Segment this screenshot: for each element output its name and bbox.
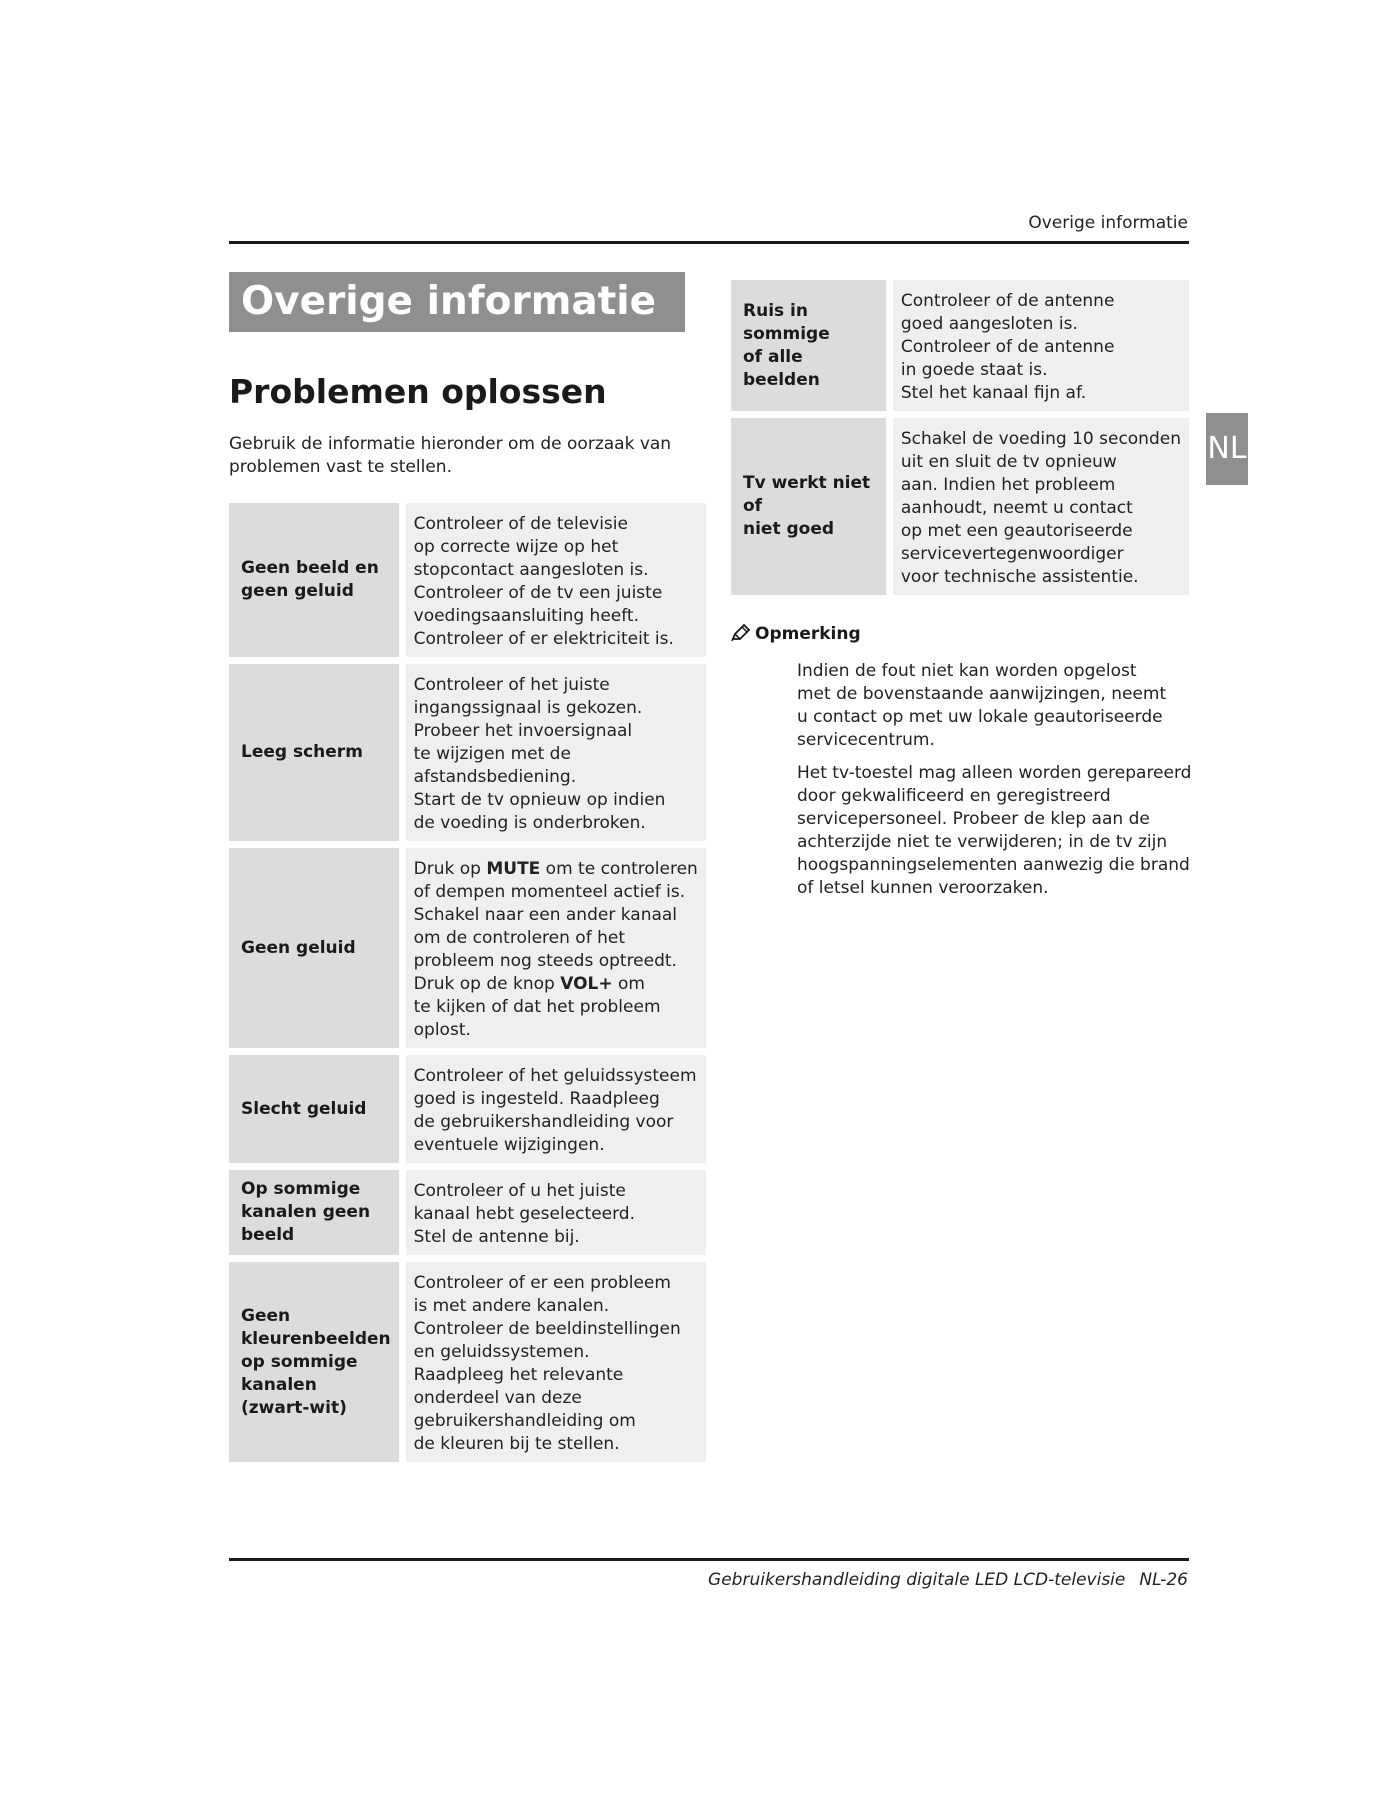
problem-line: kanalen geen — [241, 1202, 371, 1222]
solution-text: de kleuren bij te stellen. — [413, 1434, 620, 1454]
intro-text — [229, 433, 679, 479]
problem-cell — [229, 1170, 406, 1255]
solution-line — [414, 1341, 698, 1364]
solution-text: Controleer of de antenne — [900, 291, 1115, 311]
solution-text: Controleer of het juiste — [413, 675, 610, 695]
table-row — [229, 664, 706, 841]
problem-cell — [229, 503, 406, 657]
table-row — [731, 418, 1189, 595]
solution-line — [901, 359, 1181, 382]
problem-line: Geen — [241, 1305, 291, 1326]
note-line: of letsel kunnen veroorzaken. — [797, 878, 1049, 898]
problem-line: Op sommige — [241, 1179, 361, 1199]
solution-text: Controleer of het geluidssysteem — [413, 1066, 697, 1086]
solution-line — [414, 674, 698, 697]
problem-line: of alle beelden — [743, 346, 820, 390]
solution-line — [414, 720, 698, 743]
solution-text: Controleer of de televisie — [413, 514, 628, 534]
problem-line: Geen geluid — [241, 937, 356, 958]
solution-text: Controleer de beeldinstellingen — [413, 1319, 681, 1339]
troubleshooting-table-left — [229, 496, 706, 1469]
solution-text: Controleer of de tv een juiste — [413, 583, 663, 603]
problem-cell — [229, 1055, 406, 1163]
problem-line: (zwart-wit) — [241, 1397, 347, 1418]
solution-line — [901, 520, 1181, 543]
troubleshooting-table-right — [731, 273, 1189, 602]
solution-cell — [406, 848, 706, 1048]
note-line: hoogspanningselementen aanwezig die brand — [797, 855, 1190, 875]
table-row — [229, 1262, 706, 1462]
key-label: VOL+ — [560, 974, 613, 994]
solution-text: Stel het kanaal fijn af. — [900, 383, 1087, 403]
table-row — [229, 503, 706, 657]
table-row — [229, 1055, 706, 1163]
solution-line — [414, 812, 698, 835]
problem-line: Tv werkt niet of — [743, 473, 871, 516]
note-body — [797, 660, 1192, 910]
solution-text: Controleer of u het juiste — [413, 1181, 626, 1201]
solution-line — [414, 1180, 698, 1203]
pencil-note-icon — [731, 624, 751, 642]
solution-text: Controleer of er elektriciteit is. — [413, 629, 674, 649]
note-line: achterzijde niet te verwijderen; in de tv zijn — [797, 832, 1168, 852]
note-heading-label: Opmerking — [755, 624, 861, 644]
intro-line: Gebruik de informatie hieronder om de oorzaak van — [229, 434, 672, 454]
note-line: servicecentrum. — [797, 730, 935, 750]
solution-text: Controleer of er een probleem — [413, 1273, 671, 1293]
solution-line — [901, 474, 1181, 497]
solution-line — [414, 628, 698, 651]
solution-text: te wijzigen met de — [413, 744, 571, 764]
solution-text: eventuele wijzigingen. — [413, 1135, 605, 1155]
solution-line — [414, 789, 698, 812]
solution-text: aanhoudt, neemt u contact — [900, 498, 1133, 518]
solution-line — [901, 497, 1181, 520]
note-line: u contact op met uw lokale geautoriseerde — [797, 707, 1163, 727]
solution-cell — [406, 1055, 706, 1163]
solution-text: voor technische assistentie. — [900, 567, 1139, 587]
solution-line — [414, 1410, 698, 1433]
table-row — [229, 1170, 706, 1255]
solution-text: uit en sluit de tv opnieuw — [900, 452, 1117, 472]
solution-line — [414, 766, 698, 789]
note-paragraph — [797, 660, 1189, 752]
problem-line: Geen beeld en — [241, 558, 379, 578]
solution-text: onderdeel van deze — [413, 1388, 582, 1408]
solution-line — [414, 1364, 698, 1387]
problem-cell — [229, 664, 406, 841]
solution-line — [414, 1019, 698, 1042]
solution-line — [901, 451, 1181, 474]
language-tab: NL — [1206, 413, 1248, 485]
solution-text: Druk op de knop — [413, 974, 561, 994]
solution-line — [414, 881, 698, 904]
problem-cell — [731, 418, 893, 595]
solution-text: te kijken of dat het probleem — [413, 997, 661, 1017]
solution-line — [414, 1134, 698, 1157]
solution-line — [414, 1065, 698, 1088]
solution-line — [901, 336, 1181, 359]
solution-text: stopcontact aangesloten is. — [413, 560, 649, 580]
solution-text: Raadpleeg het relevante — [413, 1365, 624, 1385]
solution-text: oplost. — [413, 1020, 471, 1040]
note-line: door gekwalificeerd en geregistreerd — [797, 786, 1111, 806]
solution-text: probleem nog steeds optreedt. — [413, 951, 677, 971]
section-heading: Problemen oplossen — [229, 372, 607, 411]
solution-line — [414, 927, 698, 950]
solution-text: Druk op — [413, 859, 487, 879]
note-paragraph — [797, 762, 1192, 900]
solution-text: en geluidssystemen. — [413, 1342, 590, 1362]
solution-line — [414, 1203, 698, 1226]
solution-text: Probeer het invoersignaal — [413, 721, 633, 741]
solution-text: aan. Indien het probleem — [900, 475, 1116, 495]
problem-line: Slecht geluid — [241, 1098, 367, 1119]
table-row — [229, 848, 706, 1048]
solution-text: goed is ingesteld. Raadpleeg — [413, 1089, 660, 1109]
solution-text: om te controleren — [540, 859, 698, 879]
running-footer — [708, 1570, 1188, 1590]
header-rule — [229, 241, 1189, 244]
solution-text: op met een geautoriseerde — [900, 521, 1133, 541]
solution-text: Schakel de voeding 10 seconden — [900, 429, 1181, 449]
solution-line — [414, 973, 698, 996]
solution-line — [414, 1088, 698, 1111]
solution-line — [414, 536, 698, 559]
footer-title: Gebruikershandleiding digitale LED LCD-televisie — [708, 1570, 1126, 1590]
solution-text: voedingsaansluiting heeft. — [413, 606, 639, 626]
solution-text: om de controleren of het — [413, 928, 625, 948]
solution-text: de voeding is onderbroken. — [413, 813, 646, 833]
chapter-banner: Overige informatie — [229, 272, 685, 332]
solution-line — [901, 382, 1181, 405]
solution-line — [901, 290, 1181, 313]
note-line: servicepersoneel. Probeer de klep aan de — [797, 809, 1150, 829]
solution-line — [414, 743, 698, 766]
running-header: Overige informatie — [1028, 213, 1188, 233]
solution-line — [414, 1226, 698, 1249]
solution-text: servicevertegenwoordiger — [900, 544, 1124, 564]
problem-line: geen geluid — [241, 581, 354, 601]
problem-line: Ruis in sommige — [743, 300, 830, 344]
solution-line — [414, 904, 698, 927]
solution-line — [414, 513, 698, 536]
footer-rule — [229, 1558, 1189, 1561]
solution-line — [901, 313, 1181, 336]
solution-line — [901, 543, 1181, 566]
problem-line: beeld — [241, 1225, 295, 1245]
problem-line: Leeg scherm — [241, 742, 363, 762]
solution-text: ingangssignaal is gekozen. — [413, 698, 643, 718]
problem-line: niet goed — [743, 519, 835, 539]
solution-line — [414, 605, 698, 628]
solution-text: de gebruikershandleiding voor — [413, 1112, 674, 1132]
solution-cell — [893, 280, 1189, 411]
solution-cell — [893, 418, 1189, 595]
solution-cell — [406, 503, 706, 657]
solution-text: is met andere kanalen. — [413, 1296, 610, 1316]
note-line: Indien de fout niet kan worden opgelost — [797, 661, 1137, 681]
intro-line: problemen vast te stellen. — [229, 457, 452, 477]
solution-line — [414, 996, 698, 1019]
solution-text: Start de tv opnieuw op indien — [413, 790, 666, 810]
solution-text: om — [612, 974, 645, 994]
solution-text: kanaal hebt geselecteerd. — [413, 1204, 635, 1224]
solution-line — [414, 559, 698, 582]
solution-line — [414, 950, 698, 973]
problem-line: kleurenbeelden — [241, 1328, 391, 1349]
table-row — [731, 280, 1189, 411]
solution-text: Controleer of de antenne — [900, 337, 1115, 357]
note-line: met de bovenstaande aanwijzingen, neemt — [797, 684, 1167, 704]
solution-line — [414, 1111, 698, 1134]
note-heading — [731, 624, 861, 644]
page-number: NL-26 — [1139, 1570, 1188, 1590]
solution-text: Stel de antenne bij. — [413, 1227, 580, 1247]
solution-text: gebruikershandleiding om — [413, 1411, 636, 1431]
solution-line — [414, 1387, 698, 1410]
problem-cell — [229, 1262, 406, 1462]
solution-line — [414, 1318, 698, 1341]
solution-text: in goede staat is. — [900, 360, 1048, 380]
solution-line — [414, 1272, 698, 1295]
solution-line — [414, 1433, 698, 1456]
solution-line — [414, 1295, 698, 1318]
problem-cell — [731, 280, 893, 411]
solution-line — [901, 566, 1181, 589]
problem-line: kanalen — [241, 1374, 317, 1395]
solution-text: of dempen momenteel actief is. — [413, 882, 686, 902]
key-label: MUTE — [486, 859, 541, 879]
solution-line — [414, 582, 698, 605]
solution-cell — [406, 664, 706, 841]
solution-line — [414, 858, 698, 881]
solution-text: Schakel naar een ander kanaal — [413, 905, 678, 925]
problem-line: op sommige — [241, 1351, 358, 1372]
solution-text: op correcte wijze op het — [413, 537, 619, 557]
solution-cell — [406, 1262, 706, 1462]
solution-text: afstandsbediening. — [413, 767, 577, 787]
solution-line — [901, 428, 1181, 451]
solution-line — [414, 697, 698, 720]
solution-text: goed aangesloten is. — [900, 314, 1078, 334]
problem-cell — [229, 848, 406, 1048]
note-line: Het tv-toestel mag alleen worden gerepareerd — [797, 763, 1192, 783]
solution-cell — [406, 1170, 706, 1255]
